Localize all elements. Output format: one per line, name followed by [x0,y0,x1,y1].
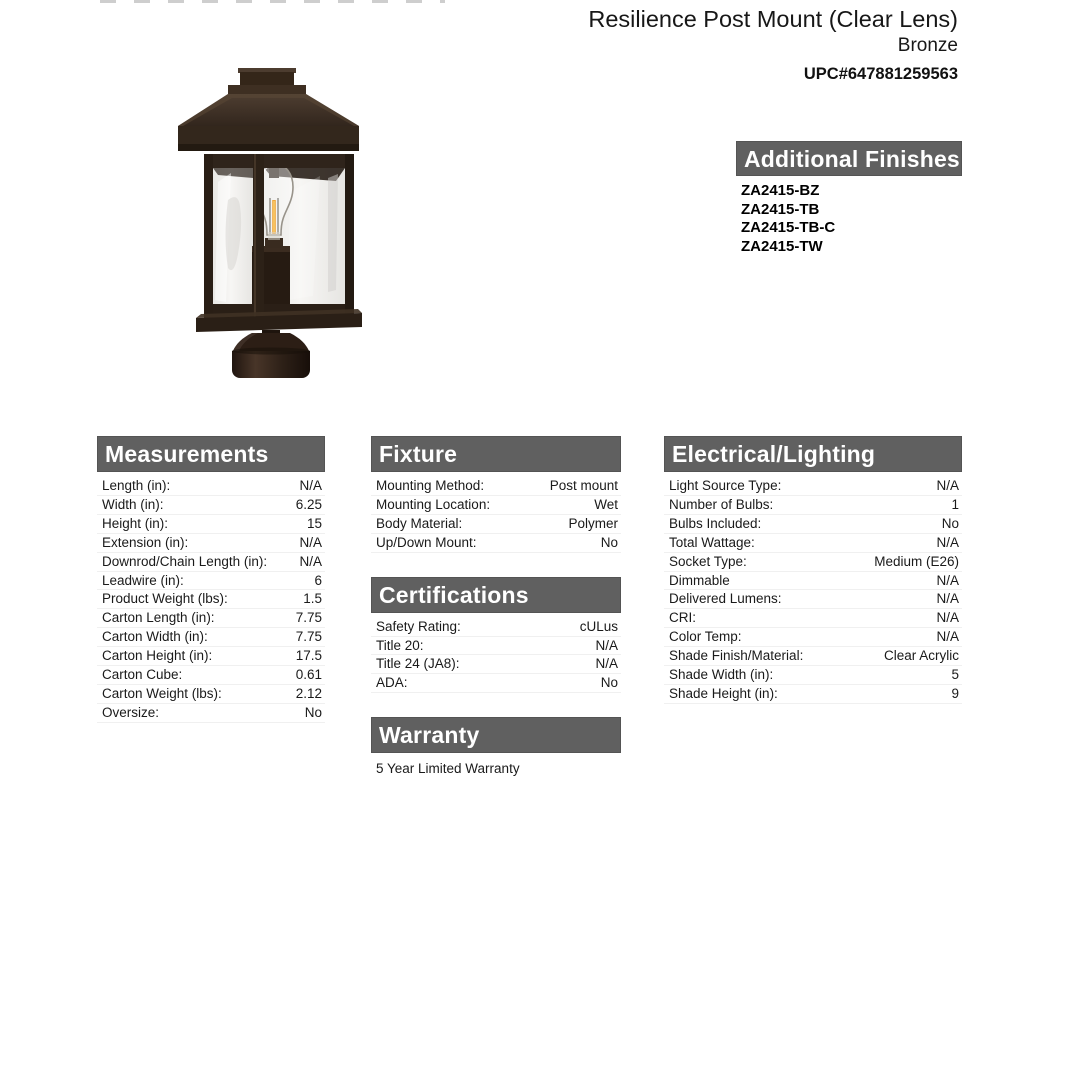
spec-row [371,477,621,496]
product-upc: UPC#647881259563 [803,65,958,83]
spec-row [371,534,621,553]
spec-value: N/A [595,637,618,653]
spec-value: N/A [595,656,618,672]
spec-value: 7.75 [295,629,322,645]
finish-code: ZA2415-BZ [741,182,820,199]
electrical-rows [664,477,962,704]
spec-label: Oversize: [102,704,160,720]
certifications-section [371,577,621,694]
spec-row [664,628,962,647]
spec-row [97,572,325,591]
spec-value: Clear Acrylic [883,648,959,664]
spec-value: N/A [936,572,959,588]
spec-label: Downrod/Chain Length (in): [102,553,268,569]
spec-label: Body Material: [376,515,463,531]
fixture-section [371,436,621,553]
fixture-header: Fixture [371,436,621,472]
spec-label: Product Weight (lbs): [102,591,228,607]
spec-row [97,553,325,572]
spec-label: Mounting Method: [376,478,485,493]
spec-label: Carton Length (in): [102,610,215,626]
additional-finishes-section [736,141,962,257]
spec-label: Title 20: [376,637,424,653]
spec-value: 6.25 [295,496,322,512]
warranty-text: 5 Year Limited Warranty [376,761,520,777]
spec-value: N/A [936,478,959,493]
warranty-header: Warranty [371,717,621,753]
spec-label: Color Temp: [669,629,742,645]
warranty-section [371,717,621,776]
spec-row [97,685,325,704]
measurements-section [97,436,325,723]
spec-label: CRI: [669,610,696,626]
spec-row [97,477,325,496]
spec-row [97,534,325,553]
spec-label: Shade Height (in): [669,685,778,701]
spec-label: Height (in): [102,515,169,531]
spec-label: Extension (in): [102,534,189,550]
spec-value: 15 [306,515,322,531]
spec-value: Medium (E26) [874,553,959,569]
spec-label: Socket Type: [669,553,747,569]
certifications-header: Certifications [371,577,621,613]
spec-label: Bulbs Included: [669,515,762,531]
spec-row [664,685,962,704]
electrical-header: Electrical/Lighting [664,436,962,472]
finish-code: ZA2415-TW [741,238,823,256]
spec-row [664,553,962,572]
spec-label: Length (in): [102,478,171,493]
spec-row [664,515,962,534]
spec-label: Delivered Lumens: [669,591,782,607]
spec-label: Shade Finish/Material: [669,648,804,664]
middle-column [371,436,621,776]
spec-row [371,496,621,515]
finish-code: ZA2415-TB [741,200,820,218]
spec-value: 6 [314,572,322,588]
spec-row [664,477,962,496]
spec-label: Carton Height (in): [102,648,213,664]
additional-finishes-list [736,182,962,257]
spec-value: 0.61 [295,667,322,683]
spec-row [664,496,962,515]
spec-value: Post mount [549,478,618,493]
spec-value: N/A [936,534,959,550]
spec-row [664,647,962,666]
spec-row [97,666,325,685]
spec-label: Safety Rating: [376,618,461,634]
certifications-rows [371,618,621,694]
spec-value: N/A [936,610,959,626]
spec-label: Carton Width (in): [102,629,208,645]
finish-code: ZA2415-TB-C [741,219,836,237]
cropped-text-remnant [100,0,445,3]
spec-label: Total Wattage: [669,534,755,550]
spec-row [371,515,621,534]
spec-value: N/A [299,534,322,550]
spec-row [371,618,621,637]
spec-row [371,655,621,674]
spec-value: 5 [951,667,959,683]
product-finish: Bronze [897,35,958,56]
spec-row [371,637,621,656]
spec-label: Light Source Type: [669,478,782,493]
spec-row [97,515,325,534]
spec-label: ADA: [376,675,408,691]
spec-row [97,704,325,723]
electrical-section [664,436,962,704]
spec-label: Shade Width (in): [669,667,774,683]
spec-row [664,572,962,591]
measurements-rows [97,477,325,723]
spec-row [664,666,962,685]
spec-row [97,590,325,609]
spec-value: No [600,534,618,550]
spec-value: No [941,515,959,531]
spec-value: No [304,704,322,720]
spec-value: N/A [936,629,959,645]
measurements-header: Measurements [97,436,325,472]
spec-row [97,496,325,515]
spec-value: 7.75 [295,610,322,626]
spec-value: 17.5 [295,648,322,664]
fixture-rows [371,477,621,553]
spec-label: Title 24 (JA8): [376,656,460,672]
spec-value: 2.12 [295,685,322,701]
spec-row [664,534,962,553]
spec-value: Polymer [568,515,618,531]
spec-value: No [600,675,618,691]
product-title: Resilience Post Mount (Clear Lens) [588,6,958,32]
spec-label: Dimmable [669,572,730,588]
spec-value: Wet [594,496,618,512]
spec-value: N/A [299,553,322,569]
spec-value: N/A [936,591,959,607]
spec-value: cULus [579,618,618,634]
spec-label: Number of Bulbs: [669,496,774,512]
spec-row [97,609,325,628]
spec-label: Carton Weight (lbs): [102,685,222,701]
spec-label: Mounting Location: [376,496,491,512]
spec-row [664,590,962,609]
lantern-product-photo-icon [168,60,383,380]
spec-value: N/A [299,478,322,493]
spec-row [97,628,325,647]
spec-row [664,609,962,628]
spec-label: Width (in): [102,496,164,512]
spec-value: 1.5 [303,591,322,607]
spec-label: Up/Down Mount: [376,534,477,550]
additional-finishes-header: Additional Finishes [736,141,962,176]
spec-value: 1 [951,496,959,512]
spec-label: Leadwire (in): [102,572,184,588]
spec-value: 9 [951,685,959,701]
spec-row [371,674,621,693]
title-block [588,6,958,84]
spec-label: Carton Cube: [102,667,183,683]
spec-row [97,647,325,666]
